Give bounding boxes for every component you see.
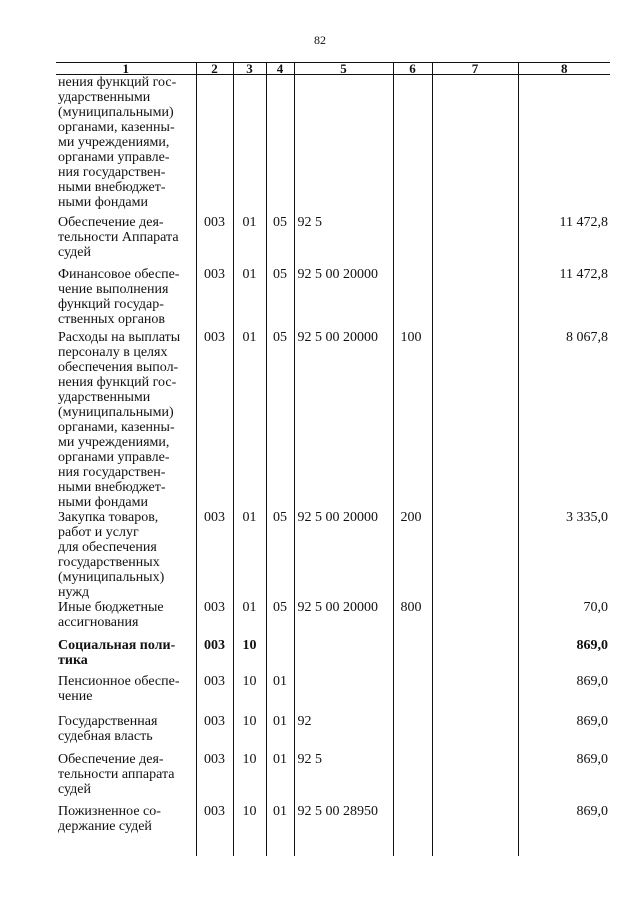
budget-table: [56, 62, 610, 856]
row-code-col4: 05: [266, 330, 294, 510]
table-row: [56, 330, 610, 510]
row-code-col3: 10: [233, 804, 266, 856]
table-row: [56, 638, 610, 674]
column-header-1: 1: [56, 63, 196, 75]
page-number: 82: [314, 33, 326, 47]
row-code-col2: 003: [196, 674, 233, 714]
row-code-col2: 003: [196, 215, 233, 267]
row-code-col7: [432, 600, 518, 638]
column-header-4: 4: [266, 63, 294, 75]
row-amount: 11 472,8: [518, 215, 610, 267]
row-amount: 3 335,0: [518, 510, 610, 600]
row-code-col5: 92 5 00 20000: [294, 600, 393, 638]
column-header-6: 6: [393, 63, 432, 75]
row-description: Обеспечение дея- тельности Аппарата судей: [58, 214, 179, 260]
row-code-col2: 003: [196, 330, 233, 510]
table-row: [56, 752, 610, 804]
row-code-col2: 003: [196, 714, 233, 752]
row-code-col6: [393, 752, 432, 804]
row-code-col4: 01: [266, 674, 294, 714]
column-header-7: 7: [432, 63, 518, 75]
column-header-2: 2: [196, 63, 233, 75]
table-row: [56, 804, 610, 856]
row-code-col4: 01: [266, 714, 294, 752]
row-amount: [518, 75, 610, 215]
row-code-col7: [432, 510, 518, 600]
row-code-col2: 003: [196, 752, 233, 804]
row-code-col5: 92 5 00 20000: [294, 330, 393, 510]
row-amount: 869,0: [518, 714, 610, 752]
row-code-col2: 003: [196, 638, 233, 674]
row-code-col7: [432, 215, 518, 267]
row-code-col7: [432, 752, 518, 804]
row-code-col5: 92: [294, 714, 393, 752]
row-code-col4: [266, 638, 294, 674]
row-code-col6: [393, 804, 432, 856]
row-code-col4: 05: [266, 510, 294, 600]
table-row: [56, 215, 610, 267]
row-amount: 869,0: [518, 752, 610, 804]
row-description: Иные бюджетные ассигнования: [58, 599, 164, 630]
row-code-col4: 05: [266, 267, 294, 330]
row-code-col6: [393, 638, 432, 674]
row-description: Пенсионное обеспе- чение: [58, 673, 180, 704]
row-code-col2: 003: [196, 510, 233, 600]
row-code-col6: 800: [393, 600, 432, 638]
row-code-col3: 01: [233, 600, 266, 638]
row-amount: 70,0: [518, 600, 610, 638]
row-code-col5: 92 5: [294, 215, 393, 267]
row-code-col3: 01: [233, 215, 266, 267]
row-code-col7: [432, 330, 518, 510]
row-code-col4: 01: [266, 804, 294, 856]
row-code-col3: 01: [233, 267, 266, 330]
row-code-col6: 100: [393, 330, 432, 510]
row-description: Финансовое обеспе- чение выполнения функций государ- ственных органов: [58, 266, 180, 327]
row-code-col5: [294, 75, 393, 215]
row-code-col6: 200: [393, 510, 432, 600]
row-code-col4: 05: [266, 215, 294, 267]
row-code-col6: [393, 75, 432, 215]
row-code-col3: 10: [233, 714, 266, 752]
column-header-8: 8: [518, 63, 610, 75]
row-code-col5: 92 5 00 20000: [294, 510, 393, 600]
table-body: [56, 75, 610, 856]
row-code-col4: 01: [266, 752, 294, 804]
row-code-col3: 01: [233, 330, 266, 510]
row-code-col5: 92 5 00 20000: [294, 267, 393, 330]
row-code-col3: 01: [233, 510, 266, 600]
row-code-col6: [393, 674, 432, 714]
header-row: [56, 63, 610, 75]
row-code-col5: 92 5: [294, 752, 393, 804]
row-code-col2: 003: [196, 600, 233, 638]
row-code-col3: 10: [233, 638, 266, 674]
table-row: [56, 600, 610, 638]
table-row: [56, 75, 610, 215]
table-row: [56, 674, 610, 714]
row-description: Закупка товаров, работ и услуг для обеспечения государственных (муниципальных) нужд: [58, 509, 165, 600]
row-code-col7: [432, 267, 518, 330]
row-description: Расходы на выплаты персоналу в целях обеспечения выпол- нения функций гос- ударственными (муниципальными) органами, казенны- ми учреждениями, органами управле- ния государствен- ными внебюджет- ными фондами: [58, 329, 181, 510]
row-description: Обеспечение дея- тельности аппарата судей: [58, 751, 175, 797]
column-header-3: 3: [233, 63, 266, 75]
row-description: Пожизненное со- держание судей: [58, 803, 161, 834]
row-code-col2: 003: [196, 804, 233, 856]
row-code-col7: [432, 804, 518, 856]
row-code-col7: [432, 714, 518, 752]
row-code-col6: [393, 215, 432, 267]
row-code-col6: [393, 267, 432, 330]
table-row: [56, 714, 610, 752]
row-description: Социальная поли- тика: [58, 637, 176, 668]
row-amount: 11 472,8: [518, 267, 610, 330]
row-code-col4: 05: [266, 600, 294, 638]
row-code-col7: [432, 638, 518, 674]
row-description: нения функций гос- ударственными (муниципальными) органами, казенны- ми учреждениями, органами управле- ния государствен- ными внебюджет- ными фондами: [58, 75, 177, 210]
row-code-col5: 92 5 00 28950: [294, 804, 393, 856]
row-code-col3: 10: [233, 674, 266, 714]
table-row: [56, 267, 610, 330]
row-amount: 869,0: [518, 638, 610, 674]
column-header-5: 5: [294, 63, 393, 75]
row-code-col2: [196, 75, 233, 215]
row-amount: 8 067,8: [518, 330, 610, 510]
row-code-col5: [294, 674, 393, 714]
row-description: Государственная судебная власть: [58, 713, 158, 744]
row-code-col2: 003: [196, 267, 233, 330]
row-code-col5: [294, 638, 393, 674]
row-code-col6: [393, 714, 432, 752]
row-code-col7: [432, 674, 518, 714]
row-code-col3: 10: [233, 752, 266, 804]
row-code-col7: [432, 75, 518, 215]
row-amount: 869,0: [518, 804, 610, 856]
row-amount: 869,0: [518, 674, 610, 714]
row-code-col4: [266, 75, 294, 215]
table-row: [56, 510, 610, 600]
row-code-col3: [233, 75, 266, 215]
